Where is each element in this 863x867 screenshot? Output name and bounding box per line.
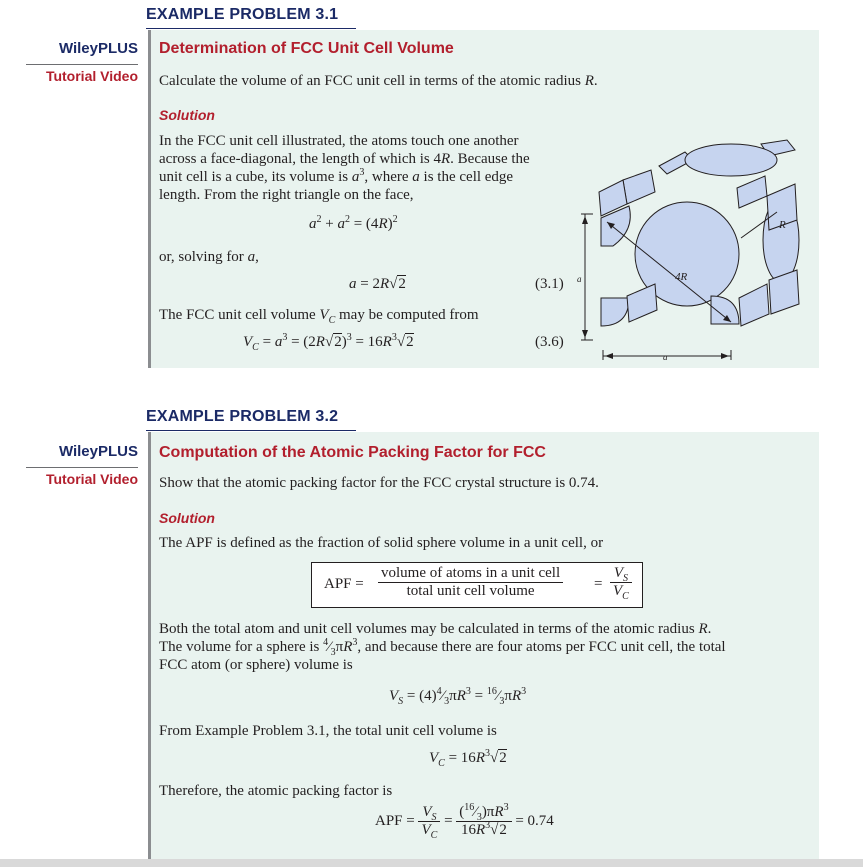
paragraph2-line: Both the total atom and unit cell volumes may be calculated in terms of the atomic radius R. <box>159 621 712 637</box>
label-r: R <box>779 219 786 231</box>
equation-3-6: $V_C = a^3 = (2R√2)^3 = 16R^3√2$ <box>243 332 414 353</box>
apf-definition-text: The APF is defined as the fraction of solid sphere volume in a unit cell, or <box>159 535 604 551</box>
solution-label: Solution <box>159 510 215 526</box>
apf-lhs: APF = <box>324 576 364 592</box>
corner-atom <box>737 176 767 208</box>
example-3-2-header: EXAMPLE PROBLEM 3.2 <box>146 408 339 425</box>
header-rule <box>146 28 356 29</box>
equation-vc: $V_C = 16R^3√2$ <box>429 748 507 769</box>
example-3-2-prompt: Show that the atomic packing factor for the FCC crystal structure is 0.74. <box>159 475 599 491</box>
tutorial-video-link[interactable]: Tutorial Video <box>45 68 138 84</box>
side-divider <box>26 64 138 65</box>
corner-atom <box>623 170 655 204</box>
face-atom-top <box>685 144 777 176</box>
fcc-unit-cell-figure <box>577 130 821 362</box>
label-a-bottom: a <box>663 352 668 362</box>
example-3-1-panel <box>148 30 819 368</box>
header-rule <box>146 430 356 431</box>
solution-paragraph-line: across a face-diagonal, the length of which is 4R. Because the <box>159 151 530 167</box>
corner-atom <box>601 298 629 326</box>
example-3-2-panel <box>148 432 819 859</box>
example-3-1-title: Determination of FCC Unit Cell Volume <box>159 40 454 57</box>
example-3-2-title: Computation of the Atomic Packing Factor for FCC <box>159 444 546 461</box>
solution-label: Solution <box>159 107 215 123</box>
solution-paragraph-line: unit cell is a cube, its volume is $a^3$, where a is the cell edge <box>159 167 514 185</box>
solution-paragraph-line: In the FCC unit cell illustrated, the atoms touch one another <box>159 133 519 149</box>
from-example-text: From Example Problem 3.1, the total unit cell volume is <box>159 723 497 739</box>
equation-number-3-1: (3.1) <box>535 276 564 292</box>
tutorial-video-link[interactable]: Tutorial Video <box>45 471 138 487</box>
equation-vs: $V_S$ = $(4)^4⁄_3\pi R^3$ = $^{16}⁄_3\pi R^3$ <box>389 686 527 707</box>
equation-pythagoras: $a^2 + a^2 = (4R)^2$ <box>309 214 398 232</box>
example-3-1-prompt: Calculate the volume of an FCC unit cell in terms of the atomic radius R. <box>159 73 598 89</box>
label-a-side: a <box>577 274 582 284</box>
solution-paragraph-line: length. From the right triangle on the face, <box>159 187 414 203</box>
equation-number-3-6: (3.6) <box>535 334 564 350</box>
corner-atom <box>627 284 657 322</box>
example-3-1-header: EXAMPLE PROBLEM 3.1 <box>146 6 339 23</box>
paragraph2-line: FCC atom (or sphere) volume is <box>159 657 353 673</box>
wileyplus-label[interactable]: WileyPLUS <box>58 40 138 57</box>
equation-apf-final: APF = $\frac{V_S}{V_C}$ = $\frac{(^{16}⁄_3)\pi R^3}{16R^3√2}$ = 0.74 <box>375 802 554 841</box>
bottom-scroll-bar[interactable] <box>0 859 863 867</box>
side-divider <box>26 467 138 468</box>
or-solving-text: or, solving for a, <box>159 249 259 265</box>
corner-atom <box>739 284 769 326</box>
wileyplus-label[interactable]: WileyPLUS <box>58 443 138 460</box>
therefore-text: Therefore, the atomic packing factor is <box>159 783 393 799</box>
equation-3-1: a = 2R√2 <box>349 276 406 292</box>
apf-fraction: $\frac{\text{volume of atoms in a unit cell}}{\text{total unit cell volume}}$ <box>378 565 563 600</box>
apf-definition-box: APF = $\frac{\text{volume of atoms in a unit cell}}{\text{total unit cell volume}}$ = $\frac{V_S}{V_C}$ <box>311 562 643 608</box>
volume-text: The FCC unit cell volume $V_C$ may be computed from <box>159 307 479 326</box>
paragraph2-line: The volume for a sphere is $^4⁄_3\pi R^3$, and because there are four atoms per FCC unit cell, the total <box>159 637 726 658</box>
apf-vs-vc: $\frac{V_S}{V_C}$ <box>610 565 632 600</box>
label-4r: 4R <box>675 271 688 283</box>
